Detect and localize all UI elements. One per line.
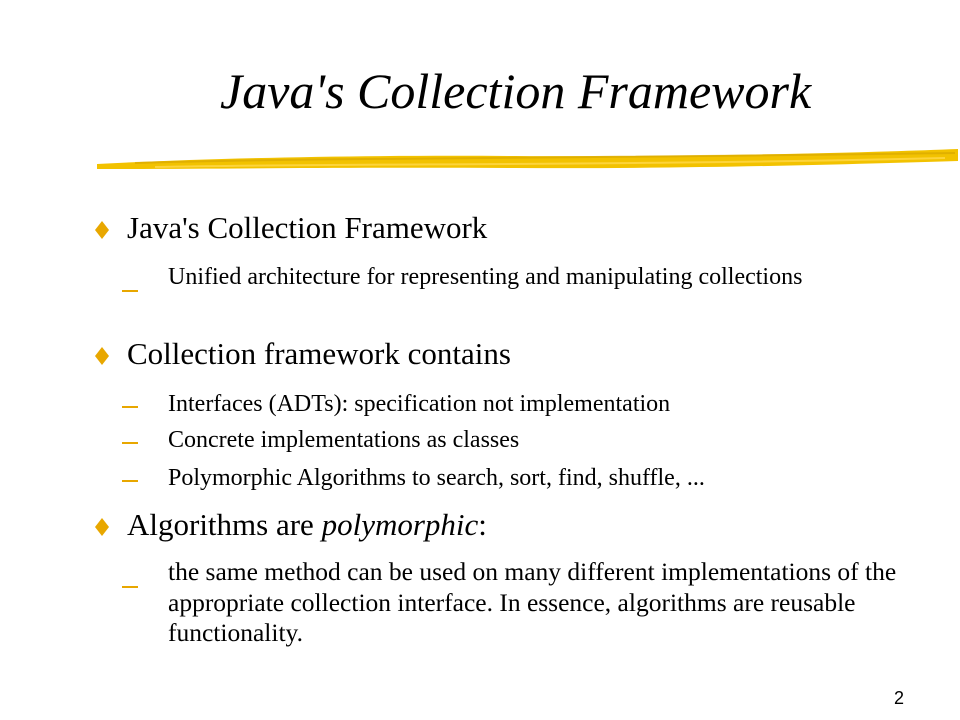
- slide-title: Java's Collection Framework: [220, 63, 812, 119]
- bullet-framework-contains: Collection framework contains: [127, 336, 511, 371]
- dash-bullet-icon: [122, 290, 138, 292]
- dash-bullet-icon: [122, 442, 138, 444]
- subitem-interfaces: Interfaces (ADTs): specification not implementation: [168, 391, 671, 417]
- dash-bullet-icon: [122, 586, 138, 588]
- page-number: 2: [893, 688, 904, 708]
- dash-bullet-icon: [122, 406, 138, 408]
- subitem-unified-architecture: Unified architecture for representing and manipulating collections: [168, 264, 803, 290]
- diamond-bullet-icon: [95, 221, 109, 230]
- subitem-same-method: the same method can be used on many different implementations of the appropriate collection interface. In essence, algorithms are reusable functionality.: [168, 557, 897, 648]
- subitem-polymorphic-algorithms: Polymorphic Algorithms to search, sort, find, shuffle, ...: [168, 465, 705, 491]
- diamond-bullet-icon: [95, 518, 109, 527]
- title-underline: [95, 142, 960, 174]
- bullet-text-prefix: Algorithms are: [127, 507, 322, 542]
- bullet-java-collection-framework: Java's Collection Framework: [127, 210, 488, 245]
- bullet-text-suffix: :: [478, 507, 487, 542]
- dash-bullet-icon: [122, 480, 138, 482]
- bullet-text-emphasis: polymorphic: [321, 507, 479, 542]
- diamond-bullet-icon: [95, 347, 109, 356]
- subitem-concrete-implementations: Concrete implementations as classes: [168, 427, 520, 453]
- bullet-algorithms-polymorphic: [127, 506, 487, 543]
